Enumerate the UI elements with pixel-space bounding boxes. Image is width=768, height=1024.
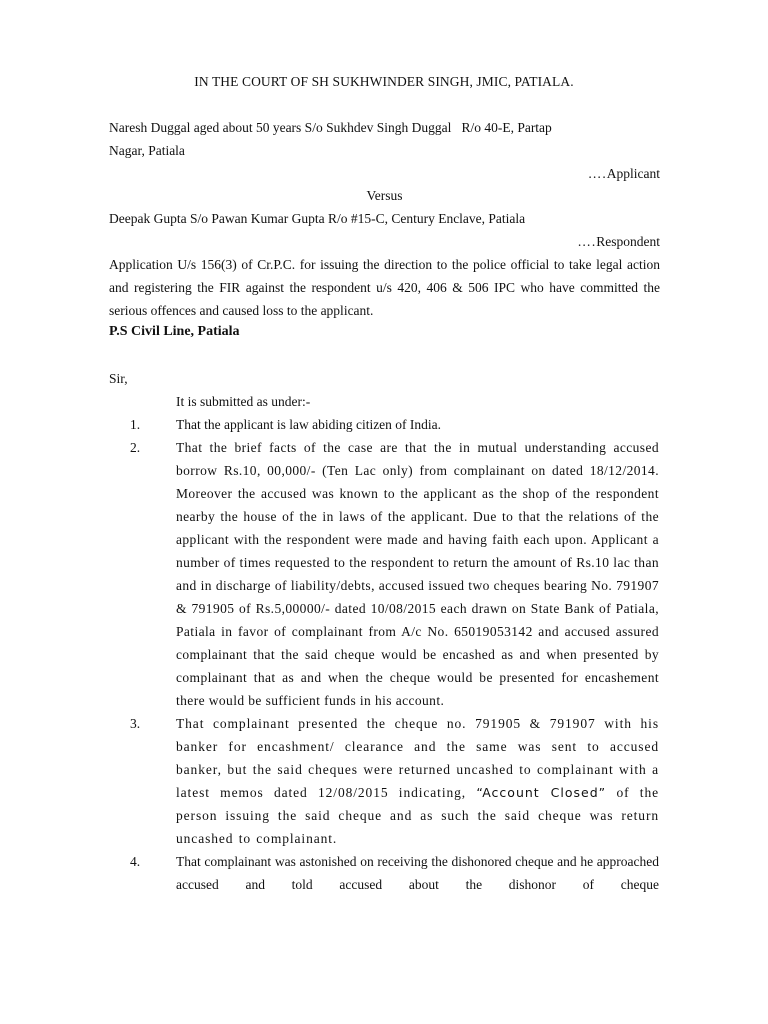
applicant-role-label: Applicant bbox=[606, 166, 660, 181]
list-item bbox=[0, 850, 768, 896]
list-item bbox=[0, 712, 768, 850]
police-station: P.S Civil Line, Patiala bbox=[109, 324, 240, 339]
point-number: 1. bbox=[130, 417, 141, 432]
point-text: That complainant was astonished on receiving the dishonored cheque and he approached accused and told accused about the dishonor of cheque bbox=[176, 854, 659, 892]
point-text-part-a: That complainant presented the cheque no. 791905 & 791907 with his banker for encashment/ clearance and the same was sent to accused banker, but the said cheques were returned uncashed to complainant with a latest memos dated 12/08/2015 indicating, bbox=[176, 716, 659, 800]
applicant-line-1: Naresh Duggal aged about 50 years S/o Sukhdev Singh Duggal R/o 40-E, Partap bbox=[109, 120, 552, 135]
respondent-role-label: Respondent bbox=[596, 234, 660, 249]
points-list bbox=[0, 413, 768, 896]
applicant-details bbox=[109, 116, 660, 185]
applicant-role-dots: …. bbox=[587, 166, 607, 181]
versus-text: Versus bbox=[366, 188, 403, 203]
respondent-details bbox=[109, 207, 660, 253]
point-text: That the brief facts of the case are that the in mutual understanding accused borrow Rs.10, 00,000/- (Ten Lac only) from complainant on dated 18/12/2014. Moreover the accused was known to the applicant as the shop of the respondent nearby the house of the in laws of the applicant. Due to that the relations of the applicant with the respondent were made and having faith each upon. Applicant a number of times requested to the respondent to return the amount of Rs.10 lac than and in discharge of liability/debts, accused issued two cheques bearing No. 791907 & 791905 of Rs.5,00000/- dated 10/08/2015 each drawn on State Bank of Patiala, Patiala in favor of complainant from A/c No. 65019053142 and accused assured complainant that the said cheque would be encashed as and when presented by complainant that as and when the cheque would be presented for encashement there would be sufficient funds in his account. bbox=[176, 440, 659, 708]
account-closed-quote: “Account Closed” bbox=[476, 785, 607, 800]
respondent-role-dots: …. bbox=[577, 234, 597, 249]
point-text: That the applicant is law abiding citizen of India. bbox=[176, 417, 442, 432]
point-number: 2. bbox=[130, 440, 141, 455]
list-item bbox=[0, 413, 768, 436]
application-paragraph: Application U/s 156(3) of Cr.P.C. for issuing the direction to the police official to take legal action and registering the FIR against the respondent u/s 420, 406 & 506 IPC who have committed the serious offences and caused loss to the applicant. bbox=[109, 257, 660, 318]
applicant-role bbox=[109, 162, 660, 185]
point-number: 3. bbox=[130, 716, 141, 731]
list-item bbox=[0, 436, 768, 712]
respondent-role bbox=[109, 230, 660, 253]
respondent-line-1: Deepak Gupta S/o Pawan Kumar Gupta R/o #15-C, Century Enclave, Patiala bbox=[109, 211, 526, 226]
point-text bbox=[176, 712, 659, 850]
court-title: IN THE COURT OF SH SUKHWINDER SINGH, JMIC, PATIALA. bbox=[194, 74, 574, 89]
point-text-part-b: of the person issuing the said cheque and as such the said cheque was return uncashed to complainant. bbox=[176, 785, 659, 846]
point-number: 4. bbox=[130, 854, 141, 869]
versus-label bbox=[109, 184, 660, 207]
intro-line: It is submitted as under:- bbox=[176, 394, 311, 409]
salutation: Sir, bbox=[109, 371, 128, 386]
applicant-line-2: Nagar, Patiala bbox=[109, 143, 185, 158]
